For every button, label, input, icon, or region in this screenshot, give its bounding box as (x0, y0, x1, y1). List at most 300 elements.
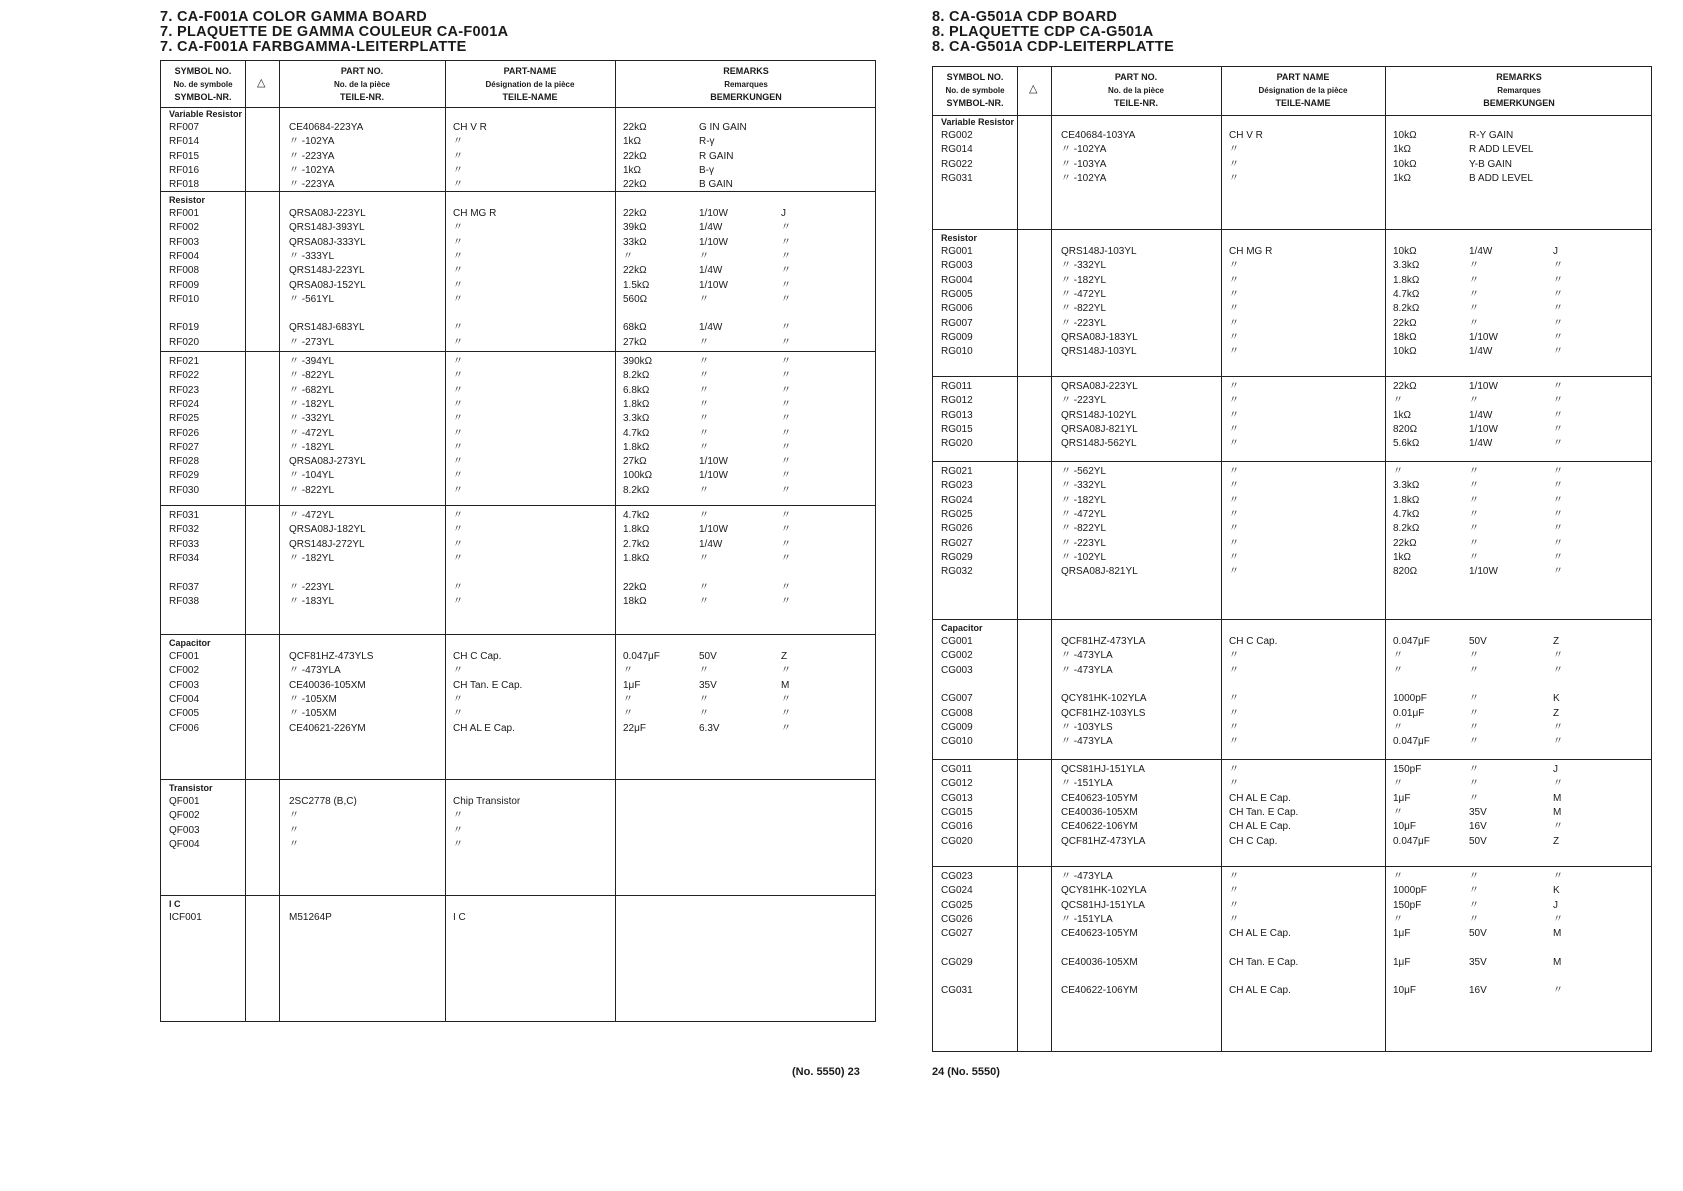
part-name: CH Tan. E Cap. (453, 679, 523, 691)
column-header-symbol (161, 65, 245, 104)
rating: 〃 (1469, 885, 1479, 897)
part-no: QCF81HZ-103YLS (1061, 707, 1146, 719)
header-label: PART-NAME (503, 66, 557, 76)
rating: 〃 (1469, 764, 1479, 775)
part-no: 〃 -102YA (289, 136, 335, 148)
part-name: CH Tan. E Cap. (1229, 956, 1299, 968)
part-name: 〃 (1229, 274, 1239, 286)
symbol-no: RF019 (169, 322, 200, 334)
section-title: Capacitor (941, 623, 983, 633)
part-no: 〃 -822YL (1061, 303, 1107, 315)
part-name: CH AL E Cap. (1229, 928, 1291, 940)
header-label: BEMERKUNGEN (1483, 98, 1555, 108)
symbol-no: RF031 (169, 510, 200, 521)
header-label: No. de symbole (173, 80, 233, 89)
section-divider (161, 191, 875, 192)
part-name: 〃 (1229, 331, 1239, 343)
part-name: 〃 (453, 524, 463, 536)
part-no: QCY81HK-102YLA (1061, 693, 1147, 705)
rating: 〃 (1469, 693, 1479, 705)
rating: 1/4W (1469, 438, 1493, 450)
rating: 35V (1469, 956, 1487, 968)
symbol-no: RF030 (169, 484, 200, 496)
symbol-no: RG015 (941, 423, 973, 435)
part-no: 〃 -182YL (1061, 274, 1107, 286)
part-no: 〃 -473YLA (1061, 736, 1113, 748)
part-name: CH V R (1229, 130, 1263, 141)
rating: B ADD LEVEL (1469, 172, 1533, 184)
section-divider (161, 634, 875, 635)
column-divider (445, 61, 446, 1021)
tolerance: M (1553, 806, 1562, 818)
symbol-no: RF029 (169, 470, 200, 482)
symbol-no: QF004 (169, 838, 200, 850)
symbol-no: RG023 (941, 480, 973, 492)
symbol-no: RG012 (941, 395, 973, 407)
column-header-symbol (933, 71, 1017, 110)
part-name: CH MG R (1229, 246, 1273, 257)
part-no: QCF81HZ-473YLS (289, 651, 374, 662)
part-name: 〃 (453, 470, 463, 482)
tolerance: 〃 (781, 279, 791, 291)
symbol-no: CF006 (169, 722, 200, 734)
section-divider (161, 351, 875, 352)
part-name: Chip Transistor (453, 796, 521, 807)
rating: 〃 (699, 484, 709, 496)
symbol-no: RG024 (941, 494, 973, 506)
part-no: QRS148J-103YL (1061, 246, 1137, 257)
part-name: 〃 (453, 413, 463, 425)
column-header-remarks (1385, 71, 1653, 110)
part-no: CE40623-105YM (1061, 928, 1138, 940)
tolerance: 〃 (781, 693, 791, 705)
part-name: 〃 (1229, 409, 1239, 421)
part-no: QCF81HZ-473YLA (1061, 636, 1146, 647)
page-number: (No. 5550) 23 (792, 1066, 860, 1078)
symbol-no: RG013 (941, 409, 973, 421)
part-name: 〃 (453, 136, 463, 148)
part-no: 〃 -102YA (1061, 172, 1107, 184)
tolerance: K (1553, 693, 1560, 705)
tolerance: 〃 (1553, 423, 1563, 435)
symbol-no: CG031 (941, 985, 973, 997)
tolerance: 〃 (1553, 409, 1563, 421)
page-title: 8. PLAQUETTE CDP CA-G501A (932, 24, 1154, 40)
part-no: CE40684-223YA (289, 122, 364, 133)
part-name: 〃 (1229, 871, 1239, 882)
symbol-no: RF014 (169, 136, 200, 148)
tolerance: M (1553, 956, 1562, 968)
value: 8.2kΩ (1393, 523, 1420, 535)
part-name: 〃 (453, 810, 463, 822)
tolerance: 〃 (1553, 778, 1563, 790)
right-titles (932, 10, 1174, 55)
rating: R-γ (699, 136, 715, 148)
value: 4.7kΩ (1393, 508, 1420, 520)
value: 〃 (1393, 395, 1403, 407)
symbol-no: QF001 (169, 796, 200, 807)
part-name: 〃 (1229, 480, 1239, 492)
part-no: 〃 -103YA (1061, 158, 1107, 170)
part-name: 〃 (1229, 764, 1239, 775)
value: 1.8kΩ (1393, 274, 1420, 286)
part-no: 〃 -332YL (1061, 260, 1107, 272)
rating: 35V (699, 679, 717, 691)
symbol-no: CG023 (941, 871, 973, 882)
part-no: 〃 -103YLS (1061, 721, 1113, 733)
symbol-no: RG002 (941, 130, 973, 141)
part-name: 〃 (453, 824, 463, 836)
value: 4.7kΩ (623, 510, 650, 521)
symbol-no: CG003 (941, 664, 973, 676)
part-no: 〃 -473YLA (1061, 871, 1113, 882)
rating: 〃 (1469, 736, 1479, 748)
column-header-part-no (279, 65, 445, 104)
rating: 〃 (699, 693, 709, 705)
value: 1kΩ (1393, 172, 1412, 184)
part-no: 〃 -102YA (289, 164, 335, 176)
value: 10kΩ (1393, 130, 1417, 141)
column-divider (279, 61, 280, 1021)
part-no: 〃 (289, 810, 299, 822)
symbol-no: RF037 (169, 581, 200, 593)
symbol-no: RF001 (169, 208, 200, 219)
rating: 1/10W (699, 236, 728, 248)
part-name: 〃 (1229, 650, 1239, 662)
header-label: Désignation de la pièce (485, 80, 575, 89)
symbol-no: RG020 (941, 438, 973, 450)
tolerance: 〃 (1553, 494, 1563, 506)
tolerance: 〃 (781, 356, 791, 367)
symbol-no: RF023 (169, 384, 200, 396)
part-name: 〃 (453, 356, 463, 367)
part-name: 〃 (453, 665, 463, 677)
symbol-no: RF027 (169, 441, 200, 453)
tolerance: 〃 (1553, 466, 1563, 477)
rating: 〃 (699, 413, 709, 425)
part-name: CH AL E Cap. (1229, 792, 1291, 804)
symbol-no: CG025 (941, 899, 973, 911)
symbol-no: RG005 (941, 288, 973, 300)
value: 10μF (1393, 821, 1416, 833)
tolerance: 〃 (1553, 395, 1563, 407)
part-name: I C (453, 912, 466, 923)
rating: 〃 (699, 510, 709, 521)
value: 〃 (1393, 778, 1403, 790)
part-name: 〃 (453, 510, 463, 521)
tolerance: 〃 (1553, 736, 1563, 748)
part-name: 〃 (1229, 778, 1239, 790)
value: 1000pF (1393, 885, 1427, 897)
tolerance: Z (1553, 636, 1560, 647)
tolerance: 〃 (1553, 260, 1563, 272)
header-label: TEILE-NAME (502, 92, 558, 102)
part-no: M51264P (289, 912, 332, 923)
tolerance: 〃 (781, 236, 791, 248)
part-name: 〃 (453, 581, 463, 593)
symbol-no: CG008 (941, 707, 973, 719)
tolerance: 〃 (1553, 821, 1563, 833)
rating: 〃 (699, 384, 709, 396)
symbol-no: CG010 (941, 736, 973, 748)
value: 3.3kΩ (1393, 480, 1420, 492)
tolerance: 〃 (781, 581, 791, 593)
part-name: 〃 (453, 164, 463, 176)
symbol-no: RF022 (169, 370, 200, 382)
rating: 〃 (1469, 303, 1479, 315)
rating: 1/10W (1469, 566, 1498, 578)
value: 22kΩ (1393, 317, 1417, 329)
part-name: 〃 (453, 708, 463, 720)
tolerance: 〃 (1553, 551, 1563, 563)
part-no: 〃 -822YL (289, 370, 335, 382)
value: 〃 (1393, 650, 1403, 662)
value: 1.8kΩ (623, 398, 650, 410)
part-no: 〃 -104YL (289, 470, 335, 482)
symbol-no: RF024 (169, 398, 200, 410)
part-no: 〃 -223YL (1061, 395, 1107, 407)
tolerance: 〃 (781, 293, 791, 305)
value: 〃 (1393, 466, 1403, 477)
part-name: 〃 (453, 456, 463, 468)
symbol-no: CG007 (941, 693, 973, 705)
tolerance: 〃 (1553, 331, 1563, 343)
tolerance: 〃 (781, 456, 791, 468)
value: 33kΩ (623, 236, 647, 248)
part-no: 〃 -822YL (289, 484, 335, 496)
value: 3.3kΩ (1393, 260, 1420, 272)
part-no: CE40036-105XM (1061, 956, 1138, 968)
symbol-no: CG011 (941, 764, 972, 775)
value: 1μF (1393, 792, 1411, 804)
symbol-no: ICF001 (169, 912, 202, 923)
header-divider (933, 115, 1651, 116)
value: 560Ω (623, 293, 648, 305)
value: 10kΩ (1393, 346, 1417, 358)
part-name: CH C Cap. (453, 651, 502, 662)
symbol-no: RF032 (169, 524, 200, 536)
value: 39kΩ (623, 222, 647, 234)
value: 〃 (623, 250, 633, 262)
part-no: 〃 -223YA (289, 179, 335, 191)
symbol-no: RF021 (169, 356, 200, 367)
symbol-no: RG029 (941, 551, 973, 563)
tolerance: 〃 (1553, 523, 1563, 535)
rating: 〃 (1469, 707, 1479, 719)
value: 0.047μF (1393, 835, 1430, 847)
part-no: QRS148J-103YL (1061, 346, 1137, 358)
rating: 〃 (1469, 537, 1479, 549)
part-name: 〃 (1229, 158, 1239, 170)
symbol-no: CG027 (941, 928, 973, 940)
part-no: 〃 -182YL (289, 441, 335, 453)
part-no: 〃 -394YL (289, 356, 335, 367)
tolerance: Z (1553, 835, 1560, 847)
part-name: 〃 (453, 693, 463, 705)
rating: 1/4W (699, 538, 723, 550)
rating: 〃 (1469, 899, 1479, 911)
part-name: 〃 (453, 150, 463, 162)
rating: 〃 (1469, 778, 1479, 790)
tolerance: 〃 (781, 510, 791, 521)
part-no: CE40621-226YM (289, 722, 366, 734)
rating: Y-B GAIN (1469, 158, 1512, 170)
rating: 〃 (699, 665, 709, 677)
symbol-no: CF003 (169, 679, 200, 691)
symbol-no: RF018 (169, 179, 200, 191)
tolerance: 〃 (781, 441, 791, 453)
rating: 1/10W (699, 456, 728, 468)
rating: 〃 (1469, 466, 1479, 477)
part-no: QRSA08J-182YL (289, 524, 366, 536)
tolerance: 〃 (781, 250, 791, 262)
page-title: 7. PLAQUETTE DE GAMMA COULEUR CA-F001A (160, 24, 509, 40)
part-name: 〃 (1229, 885, 1239, 897)
part-no: QRS148J-562YL (1061, 438, 1137, 450)
tolerance: 〃 (781, 538, 791, 550)
value: 8.2kΩ (623, 370, 650, 382)
part-no: CE40036-105XM (289, 679, 366, 691)
part-name: 〃 (1229, 317, 1239, 329)
part-name: 〃 (1229, 303, 1239, 315)
rating: 〃 (1469, 551, 1479, 563)
section-divider (161, 779, 875, 780)
part-no: 〃 -223YL (1061, 317, 1107, 329)
rating: G IN GAIN (699, 122, 747, 133)
header-label: REMARKS (1496, 72, 1542, 82)
value: 22kΩ (623, 179, 647, 191)
symbol-no: CF004 (169, 693, 200, 705)
value: 10kΩ (1393, 158, 1417, 170)
tolerance: 〃 (1553, 566, 1563, 578)
tolerance: 〃 (781, 384, 791, 396)
tolerance: 〃 (781, 222, 791, 234)
part-no: CE40622-106YM (1061, 985, 1138, 997)
part-name: 〃 (453, 179, 463, 191)
value: 〃 (623, 693, 633, 705)
part-name: 〃 (1229, 736, 1239, 748)
symbol-no: RF026 (169, 427, 200, 439)
value: 1kΩ (623, 164, 642, 176)
value: 1kΩ (1393, 551, 1412, 563)
tolerance: 〃 (781, 265, 791, 277)
value: 820Ω (1393, 423, 1418, 435)
part-no: 〃 -472YL (289, 427, 335, 439)
tolerance: 〃 (781, 595, 791, 607)
tolerance: J (781, 208, 786, 219)
value: 10kΩ (1393, 246, 1417, 257)
column-divider (1017, 67, 1018, 1051)
value: 27kΩ (623, 336, 647, 348)
rating: 6.3V (699, 722, 720, 734)
rating: 1/4W (1469, 346, 1493, 358)
tolerance: 〃 (1553, 381, 1563, 392)
tolerance: M (1553, 792, 1562, 804)
column-header-part-name (1221, 71, 1385, 110)
value: 0.01μF (1393, 707, 1425, 719)
part-name: 〃 (1229, 664, 1239, 676)
symbol-no: CF002 (169, 665, 200, 677)
rating: 〃 (1469, 317, 1479, 329)
symbol-no: CG001 (941, 636, 973, 647)
rating: 〃 (1469, 721, 1479, 733)
part-no: QRSA08J-333YL (289, 236, 366, 248)
value: 〃 (1393, 721, 1403, 733)
part-name: 〃 (1229, 899, 1239, 911)
symbol-no: RG025 (941, 508, 973, 520)
column-divider (615, 61, 616, 1021)
value: 〃 (623, 665, 633, 677)
value: 22kΩ (623, 208, 647, 219)
part-name: 〃 (1229, 523, 1239, 535)
rating: 〃 (1469, 913, 1479, 925)
symbol-no: RG014 (941, 144, 973, 156)
symbol-no: QF003 (169, 824, 200, 836)
tolerance: 〃 (1553, 508, 1563, 520)
part-name: 〃 (453, 838, 463, 850)
part-no: 〃 -472YL (1061, 288, 1107, 300)
section-title: Variable Resistor (941, 117, 1015, 127)
part-no: 〃 -105XM (289, 708, 337, 720)
value: 5.6kΩ (1393, 438, 1420, 450)
part-no: 〃 -102YA (1061, 144, 1107, 156)
symbol-no: RG032 (941, 566, 973, 578)
symbol-no: CG002 (941, 650, 973, 662)
header-label: TEILE-NR. (340, 92, 384, 102)
part-no: CE40622-106YM (1061, 821, 1138, 833)
symbol-no: CG024 (941, 885, 973, 897)
symbol-no: RG026 (941, 523, 973, 535)
tolerance: Z (1553, 707, 1560, 719)
symbol-no: RG022 (941, 158, 973, 170)
tolerance: 〃 (1553, 721, 1563, 733)
part-no: QRSA08J-273YL (289, 456, 366, 468)
part-no: 〃 -682YL (289, 384, 335, 396)
part-no: 〃 -183YL (289, 595, 335, 607)
part-no: 〃 -273YL (289, 336, 335, 348)
rating: 50V (699, 651, 717, 662)
rating: 〃 (699, 250, 709, 262)
part-name: 〃 (1229, 288, 1239, 300)
rating: 50V (1469, 835, 1487, 847)
symbol-no: CG009 (941, 721, 973, 733)
tolerance: K (1553, 885, 1560, 897)
part-no: 〃 (289, 838, 299, 850)
part-name: 〃 (453, 265, 463, 277)
header-label: SYMBOL NO. (174, 66, 232, 76)
part-no: 〃 -223YL (1061, 537, 1107, 549)
part-name: 〃 (1229, 913, 1239, 925)
part-name: 〃 (453, 441, 463, 453)
rating: R GAIN (699, 150, 734, 162)
part-name: 〃 (453, 427, 463, 439)
column-divider (245, 61, 246, 1021)
rating: 1/4W (1469, 409, 1493, 421)
part-name: CH AL E Cap. (1229, 985, 1291, 997)
value: 0.047μF (1393, 736, 1430, 748)
tolerance: J (1553, 246, 1558, 257)
part-name: 〃 (1229, 537, 1239, 549)
value: 10μF (1393, 985, 1416, 997)
tolerance: 〃 (781, 722, 791, 734)
part-no: QRS148J-102YL (1061, 409, 1137, 421)
symbol-no: RG021 (941, 466, 973, 477)
part-no: 〃 -182YL (289, 398, 335, 410)
tolerance: Z (781, 651, 788, 662)
tolerance: 〃 (781, 484, 791, 496)
section-title: Variable Resistor (169, 109, 243, 119)
rating: 〃 (699, 356, 709, 367)
